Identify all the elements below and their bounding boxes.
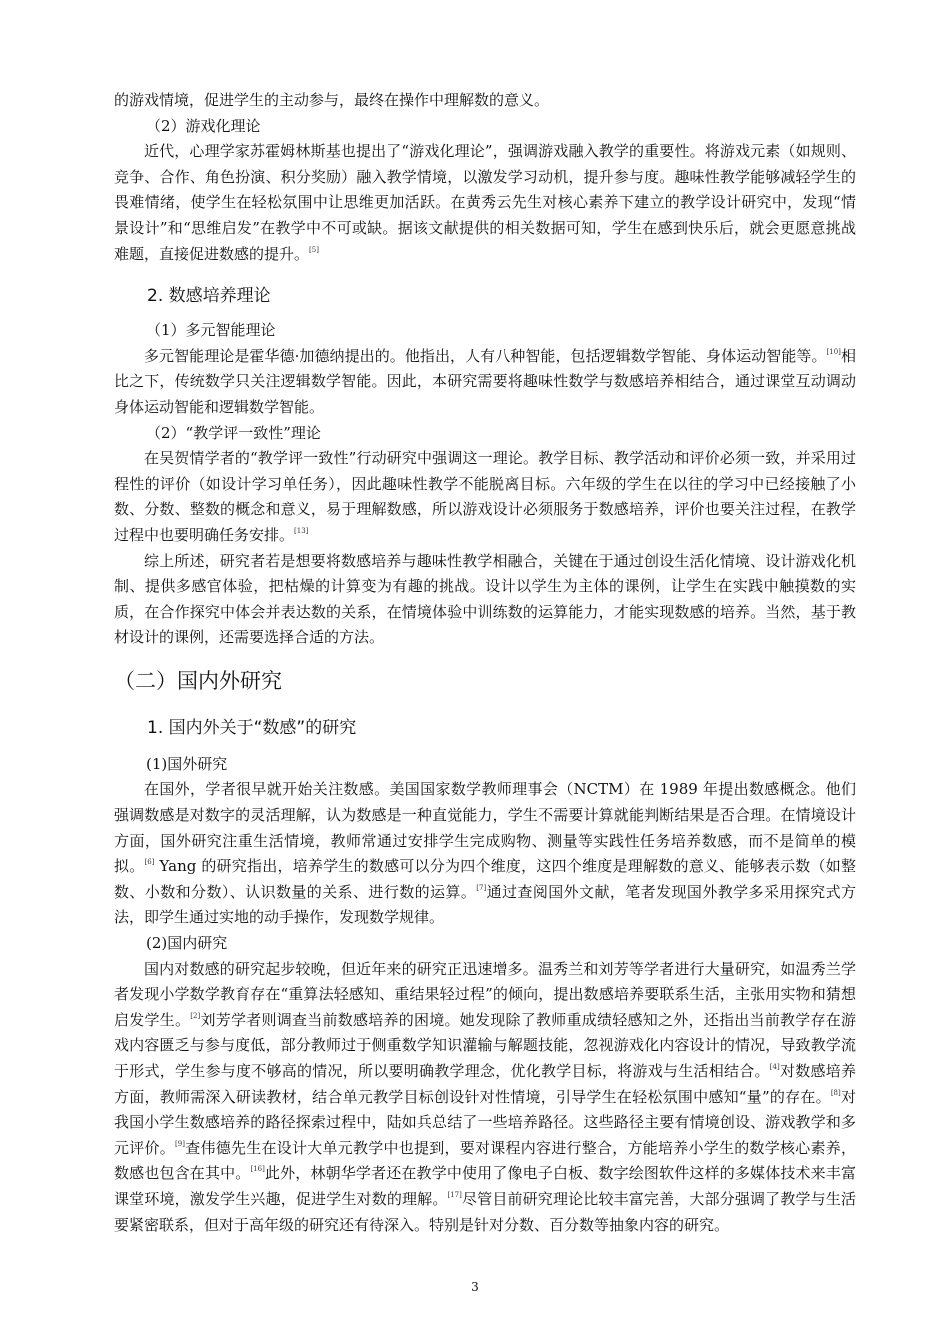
citation-ref: [16] xyxy=(250,1165,265,1174)
subsection-title-gamification: （2）游戏化理论 xyxy=(146,116,261,135)
citation-ref: [17] xyxy=(447,1190,462,1199)
paragraph-domestic-research: 国内对数感的研究起步较晚，但近年来的研究正迅速增多。温秀兰和刘芳等学者进行大量研究，如温秀兰学者发现小学数学教育存在“重算法轻感知、重结果轻过程”的倾向，提出数感培养要联系生活，主张用实物和猜想启发学生。[2]刘芳学者则调查当前数感培养的困境。她发现除了教师重成绩轻感知之外，还指出当前教学存在游戏内容匮乏与参与度低，部分教师过于侧重数学知识灌输与解题技能，忽视游戏化内容设计的情况，导致教学流于形式，学生参与度不够高的情况，所以要明确教学理念，优化教学目标，将游戏与生活相结合。[4]对数感培养方面，教师需深入研读教材，结合单元教学目标创设针对性情境，引导学生在轻松氛围中感知“量”的存在。[8]对我国小学生数感培养的路径探索过程中，陆如兵总结了一些培养路径。这些路径主要有情境创设、游戏教学和多元评价。[9]查伟德先生在设计大单元教学中也提到，要对课程内容进行整合，方能培养小学生的数学核心素养，数感也包含在其中。[16]此外，林朝华学者还在教学中使用了像电子白板、数字绘图软件这样的多媒体技术来丰富课堂环境，激发学生兴趣，促进学生对数的理解。[17]尽管目前研究理论比较丰富完善，大部分强调了教学与生活要紧密联系，但对于高年级的研究还有待深入。特别是针对分数、百分数等抽象内容的研究。 xyxy=(114,959,856,1234)
chapter-heading-research: （二）国内外研究 xyxy=(114,668,282,693)
document-page xyxy=(114,88,856,1238)
paragraph-gamification: 近代，心理学家苏霍姆林斯基也提出了“游戏化理论”，强调游戏融入教学的重要性。将游戏元素（如规则、竞争、合作、角色扮演、积分奖励）融入教学情境，以激发学习动机，提升参与度。趣味性教学能够减轻学生的畏难情绪，使学生在轻松氛围中让思维更加活跃。在黄秀云先生对核心素养下建立的教学设计研究中，发现“情景设计”和“思维启发”在教学中不可或缺。据该文献提供的相关数据可知，学生在感到快乐后，就会更愿意挑战难题，直接促进数感的提升。[5] xyxy=(114,142,856,263)
citation-ref: [8] xyxy=(830,1088,841,1097)
paragraph-multiple-intelligences: 多元智能理论是霍华德·加德纳提出的。他指出，人有八种智能，包括逻辑数学智能、身体运动智能等。[10]相比之下，传统数学只关注逻辑数学智能。因此，本研究需要将趣味性数学与数感培养相结合，通过课堂互动调动身体运动智能和逻辑数学智能。 xyxy=(114,346,856,416)
citation-ref: [5] xyxy=(309,245,319,254)
subsection-title-foreign: (1)国外研究 xyxy=(146,754,228,773)
subsection-title-domestic: (2)国内研究 xyxy=(146,934,228,953)
section-heading-numsense-research: 1. 国内外关于“数感”的研究 xyxy=(147,717,357,738)
section-heading-numsense-theory: 2. 数感培养理论 xyxy=(147,286,271,307)
citation-ref: [4] xyxy=(769,1063,780,1071)
paragraph-foreign-research: 在国外，学者很早就开始关注数感。美国国家数学教师理事会（NCTM）在 1989 年提出数感概念。他们强调数感是对数字的灵活理解，认为数感是一种直觉能力，学生不需要计算就能判断结果是否合理。在情境设计方面，国外研究注重生活情境，教师常通过安排学生完成购物、测量等实践性任务培养数感，而不是简单的模拟。[6] Yang 的研究指出，培养学生的数感可以分为四个维度，这四个维度是理解数的意义、能够表示数（如整数、小数和分数）、认识数量的关系、进行数的运算。[7]通过查阅国外文献，笔者发现国外教学多采用探究式方法，即学生通过实地的动手操作，发现数学规律。 xyxy=(114,780,856,927)
citation-ref: [10] xyxy=(826,347,841,356)
citation-ref: [13] xyxy=(294,526,309,535)
subsection-title-multiple-intelligences: （1）多元智能理论 xyxy=(146,321,276,340)
paragraph-teaching-assessment: 在吴贺情学者的“教学评一致性”行动研究中强调这一理论。教学目标、教学活动和评价必须一致，并采用过程性的评价（如设计学习单任务），因此趣味性教学不能脱离目标。六年级的学生在以往的学习中已经接触了小数、分数、整数的概念和意义，易于理解数感，所以游戏设计必须服务于数感培养，评价也要关注过程，在教学过程中也要明确任务安排。[13] xyxy=(114,449,856,544)
paragraph-summary: 综上所述，研究者若是想要将数感培养与趣味性教学相融合，关键在于通过创设生活化情境、设计游戏化机制、提供多感官体验，把枯燥的计算变为有趣的挑战。设计以学生为主体的课例，让学生在实践中触摸数的实质，在合作探究中体会并表达数的关系，在情境体验中训练数的运算能力，才能实现数感的培养。当然，基于教材设计的课例，还需要选择合适的方法。 xyxy=(114,551,856,647)
citation-ref: [2] xyxy=(190,1011,201,1020)
citation-ref: [7] xyxy=(476,883,487,892)
paragraph-continuation: 的游戏情境，促进学生的主动参与，最终在操作中理解数的意义。 xyxy=(114,91,550,109)
subsection-title-teaching-assessment: （2）“教学评一致性”理论 xyxy=(146,423,321,442)
citation-ref: [9] xyxy=(175,1139,185,1148)
citation-ref: [6] xyxy=(144,858,155,867)
page-number: 3 xyxy=(471,1280,479,1294)
